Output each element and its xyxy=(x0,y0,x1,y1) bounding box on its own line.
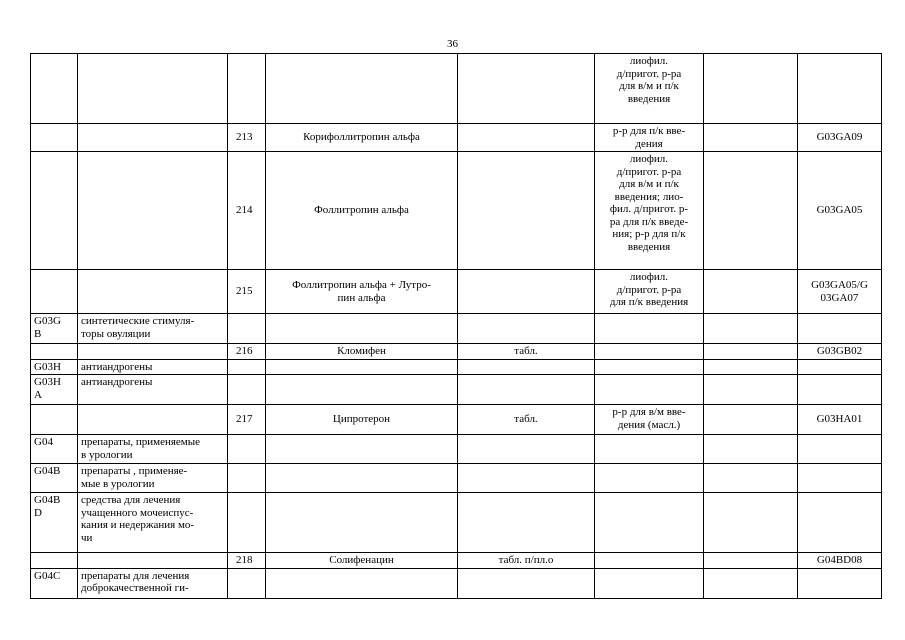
group-name xyxy=(78,375,228,405)
form-details-text: лиофил. д/пригот. р-ра для в/м и п/к введения xyxy=(616,55,682,105)
atc-code-text: G03HA01 xyxy=(816,413,863,426)
atc-group-code xyxy=(31,435,78,464)
group-name xyxy=(78,344,228,360)
atc-group-code xyxy=(31,359,78,375)
item-number xyxy=(228,270,266,314)
atc-group-code xyxy=(31,344,78,360)
table-row xyxy=(31,568,882,598)
atc-group-code xyxy=(31,375,78,405)
extra-cell xyxy=(704,405,798,435)
group-name xyxy=(78,405,228,435)
dosage-form xyxy=(458,405,595,435)
atc-code xyxy=(798,375,882,405)
atc-group-code-text: G03H xyxy=(34,360,61,373)
table-row xyxy=(31,435,882,464)
drug-name xyxy=(266,435,458,464)
atc-code xyxy=(798,405,882,435)
form-details xyxy=(595,493,704,553)
drug-name xyxy=(266,314,458,344)
atc-group-code xyxy=(31,405,78,435)
drug-name xyxy=(266,152,458,270)
form-details xyxy=(595,124,704,152)
atc-group-code xyxy=(31,553,78,569)
dosage-form xyxy=(458,344,595,360)
group-name-text: препараты для лечения доброкачественной ги- xyxy=(81,569,190,594)
dosage-form xyxy=(458,375,595,405)
extra-cell xyxy=(704,553,798,569)
dosage-form xyxy=(458,124,595,152)
drug-name-text: Ципротерон xyxy=(332,413,391,426)
atc-group-code xyxy=(31,152,78,270)
atc-group-code-text: G04 xyxy=(34,436,53,448)
dosage-form xyxy=(458,152,595,270)
extra-cell xyxy=(704,344,798,360)
atc-code xyxy=(798,54,882,124)
dosage-form xyxy=(458,54,595,124)
drug-name xyxy=(266,124,458,152)
group-name-text: антиандрогены xyxy=(81,376,153,388)
extra-cell xyxy=(704,124,798,152)
atc-code xyxy=(798,435,882,464)
drug-name-text: Фоллитропин альфа xyxy=(314,204,409,217)
atc-code xyxy=(798,568,882,598)
extra-cell xyxy=(704,568,798,598)
atc-code xyxy=(798,152,882,270)
group-name xyxy=(78,553,228,569)
atc-code xyxy=(798,553,882,569)
item-number-text: 213 xyxy=(236,131,253,144)
drug-name xyxy=(266,359,458,375)
extra-cell xyxy=(704,314,798,344)
item-number xyxy=(228,124,266,152)
dosage-form xyxy=(458,435,595,464)
extra-cell xyxy=(704,464,798,493)
group-name-text: препараты, применяемые в урологии xyxy=(81,436,201,461)
form-details xyxy=(595,270,704,314)
dosage-form xyxy=(458,464,595,493)
dosage-form xyxy=(458,359,595,375)
dosage-form xyxy=(458,568,595,598)
dosage-form xyxy=(458,270,595,314)
dosage-form-text: табл. п/пл.о xyxy=(498,554,554,566)
form-details xyxy=(595,435,704,464)
group-name xyxy=(78,152,228,270)
atc-code xyxy=(798,344,882,360)
group-name xyxy=(78,270,228,314)
table-row xyxy=(31,464,882,493)
table-row xyxy=(31,405,882,435)
table-row xyxy=(31,314,882,344)
dosage-form xyxy=(458,553,595,569)
group-name-text: синтетические стимуля- торы овуляции xyxy=(81,315,195,340)
extra-cell xyxy=(704,270,798,314)
atc-code xyxy=(798,493,882,553)
atc-code-text: G03GA05/G 03GA07 xyxy=(811,279,868,304)
item-number xyxy=(228,344,266,360)
atc-group-code xyxy=(31,54,78,124)
drug-name xyxy=(266,405,458,435)
table-row xyxy=(31,124,882,152)
form-details xyxy=(595,553,704,569)
group-name xyxy=(78,359,228,375)
drug-name xyxy=(266,54,458,124)
item-number xyxy=(228,359,266,375)
group-name xyxy=(78,435,228,464)
dosage-form xyxy=(458,314,595,344)
group-name xyxy=(78,54,228,124)
extra-cell xyxy=(704,54,798,124)
atc-group-code xyxy=(31,568,78,598)
drug-name-text: Солифенацин xyxy=(329,554,394,566)
atc-group-code-text: G04C xyxy=(34,569,61,582)
item-number xyxy=(228,464,266,493)
atc-code xyxy=(798,314,882,344)
item-number xyxy=(228,152,266,270)
item-number xyxy=(228,375,266,405)
dosage-form-text: табл. xyxy=(514,345,538,357)
form-details-text: лиофил. д/пригот. р-ра для п/к введения xyxy=(609,271,689,308)
atc-group-code xyxy=(31,493,78,553)
extra-cell xyxy=(704,359,798,375)
atc-code xyxy=(798,270,882,314)
form-details xyxy=(595,152,704,270)
form-details-text: р-р для п/к вве- дения xyxy=(612,125,686,150)
atc-code xyxy=(798,464,882,493)
atc-code-text: G03GA05 xyxy=(816,204,863,217)
item-number xyxy=(228,54,266,124)
form-details xyxy=(595,54,704,124)
group-name-text: антиандрогены xyxy=(81,360,153,373)
drug-name-text: Фоллитропин альфа + Лутро- пин альфа xyxy=(292,279,431,304)
extra-cell xyxy=(704,493,798,553)
item-number-text: 218 xyxy=(236,554,253,566)
form-details-text: лиофил. д/пригот. р-ра для в/м и п/к введения; лио- фил. д/пригот. р- ра для п/к введе- ния; р-р для п/к введения xyxy=(609,153,689,253)
extra-cell xyxy=(704,152,798,270)
group-name xyxy=(78,464,228,493)
form-details xyxy=(595,344,704,360)
table-row xyxy=(31,493,882,553)
atc-code xyxy=(798,124,882,152)
item-number xyxy=(228,493,266,553)
table-row xyxy=(31,359,882,375)
drug-name-text: Корифоллитропин альфа xyxy=(303,131,420,144)
item-number xyxy=(228,405,266,435)
item-number xyxy=(228,553,266,569)
atc-group-code-text: G04B xyxy=(34,465,61,477)
dosage-form xyxy=(458,493,595,553)
drug-name xyxy=(266,464,458,493)
form-details xyxy=(595,314,704,344)
form-details-text: р-р для в/м вве- дения (масл.) xyxy=(612,406,686,431)
drug-table xyxy=(30,53,882,599)
atc-code-text: G04BD08 xyxy=(816,554,863,566)
form-details xyxy=(595,359,704,375)
table-row xyxy=(31,553,882,569)
atc-group-code xyxy=(31,270,78,314)
group-name-text: средства для лечения учащенного мочеиспус- кания и недержания мо- чи xyxy=(81,494,195,544)
table-row xyxy=(31,375,882,405)
item-number xyxy=(228,435,266,464)
item-number-text: 217 xyxy=(236,413,253,426)
table-row xyxy=(31,54,882,124)
atc-group-code xyxy=(31,464,78,493)
form-details xyxy=(595,464,704,493)
drug-name xyxy=(266,568,458,598)
group-name xyxy=(78,493,228,553)
group-name xyxy=(78,124,228,152)
table-row xyxy=(31,344,882,360)
atc-group-code-text: G03H A xyxy=(34,376,61,401)
drug-name xyxy=(266,270,458,314)
group-name-text: препараты , применяе- мые в урологии xyxy=(81,465,188,490)
atc-group-code-text: G03G B xyxy=(34,315,61,340)
atc-code-text: G03GA09 xyxy=(816,131,863,144)
extra-cell xyxy=(704,375,798,405)
atc-group-code xyxy=(31,314,78,344)
item-number xyxy=(228,314,266,344)
drug-name-text: Кломифен xyxy=(337,345,386,357)
table-row xyxy=(31,270,882,314)
atc-code-text: G03GB02 xyxy=(816,345,863,357)
item-number-text: 215 xyxy=(236,285,253,298)
table-body xyxy=(31,54,882,599)
drug-name xyxy=(266,493,458,553)
form-details xyxy=(595,375,704,405)
atc-code xyxy=(798,359,882,375)
item-number xyxy=(228,568,266,598)
drug-name xyxy=(266,553,458,569)
table-row xyxy=(31,152,882,270)
atc-group-code xyxy=(31,124,78,152)
dosage-form-text: табл. xyxy=(514,413,538,426)
item-number-text: 216 xyxy=(236,345,253,357)
drug-name xyxy=(266,375,458,405)
extra-cell xyxy=(704,435,798,464)
group-name xyxy=(78,568,228,598)
atc-group-code-text: G04B D xyxy=(34,494,61,519)
item-number-text: 214 xyxy=(236,204,253,217)
form-details xyxy=(595,405,704,435)
form-details xyxy=(595,568,704,598)
page-number: 36 xyxy=(447,38,458,50)
group-name xyxy=(78,314,228,344)
drug-name xyxy=(266,344,458,360)
